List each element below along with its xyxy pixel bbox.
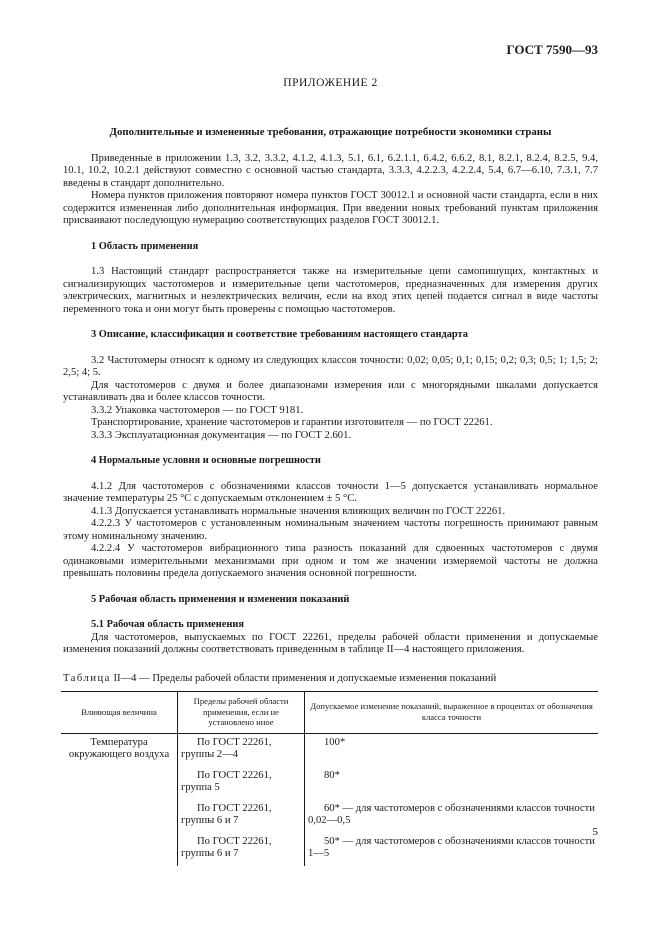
section-4-title: 4 Нормальные условия и основные погрешности [91, 455, 321, 466]
intro-paragraph-1: Приведенные в приложении 1.3, 3.2, 3.3.2, 4.1.2, 4.1.3, 5.1, 6.1, 6.2.1.1, 6.4.2, 6.6.2, 8.1, 8.2.1, 8.2.4, 8.2.5, 9.4, 10.1, 10.2, 10.2.1 действуют совместно с основной частью стандарта, 3.3.3, 4.2.2.3, 4.2.2.4, 5.4, 6.7—6.10, 7.3.1, 7.7 введены в стандарт дополнительно. [63, 152, 598, 189]
table-header-row [61, 692, 598, 734]
section-3-title: 3 Описание, классификация и соответствие требованиям настоящего стандарта [91, 329, 468, 340]
standard-code-header: ГОСТ 7590—93 [506, 42, 598, 57]
deviation-cell: 100* [324, 736, 346, 748]
deviation-cell: 50* — для частотомеров с обозначениями классов точности 1—5 [308, 835, 595, 859]
intro-paragraph-2: Номера пунктов приложения повторяют номера пунктов ГОСТ 30012.1 и основной части стандарта, если в них содержится измененная либо дополнительная информация. При введении новых требований пунктам приложения присваивают последующую нумерацию соответствующих разделов ГОСТ 30012.1. [63, 190, 598, 226]
section-5-1-subtitle: 5.1 Рабочая область применения [91, 619, 244, 630]
limits-cell: По ГОСТ 22261, группа 5 [178, 767, 305, 800]
limits-cell: По ГОСТ 22261, группы 2—4 [178, 733, 305, 767]
section-3-paragraph: 3.3.2 Упаковка частотомеров — по ГОСТ 9181. [91, 404, 304, 416]
section-4-paragraph: 4.2.2.3 У частотомеров с установленным номинальным значением частоты погрешность принимают равным этому номинальному значению. [63, 518, 598, 542]
table-caption-text: II—4 — Пределы рабочей области применения и допускаемые изменения показаний [110, 672, 497, 684]
section-3-paragraph: 3.3.3 Эксплуатационная документация — по ГОСТ 2.601. [91, 429, 352, 441]
deviation-cell: 80* [324, 769, 340, 781]
main-title: Дополнительные и измененные требования, отражающие потребности экономики страны [109, 126, 552, 138]
section-5-title: 5 Рабочая область применения и изменения показаний [91, 593, 350, 605]
section-3-paragraph: Для частотомеров с двумя и более диапазонами измерения или с многорядными шкалами допускается устанавливать два и более классов точности. [63, 379, 598, 403]
appendix-title: ПРИЛОЖЕНИЕ 2 [283, 77, 378, 89]
table-caption [63, 673, 598, 686]
table-caption-prefix: Таблица [63, 672, 111, 684]
section-1-paragraph: 1.3 Настоящий стандарт распространяется также на измерительные цепи самопишущих, контактных и сигнализирующих частотомеров и измерительные цепи частотомеров, предназначенных для измерения других электрических, магнитных и неэлектрических величин, если на вход этих цепей подается сигнал в виде частоты переменного тока и они могут быть проверены с помощью частотомеров. [63, 266, 598, 315]
limits-cell: По ГОСТ 22261, группы 6 и 7 [178, 800, 305, 833]
document-body [63, 126, 598, 866]
header-limits: Пределы рабочей области применения, если не установлено иное [178, 692, 305, 734]
quantity-cell: Температура окружающего воздуха [61, 733, 178, 866]
section-5-paragraph: Для частотомеров, выпускаемых по ГОСТ 22261, пределы рабочей области применения и допускаемые изменения показаний должны соответствовать приведенным в таблице II—4 настоящего приложения. [63, 631, 598, 655]
limits-cell: По ГОСТ 22261, группы 6 и 7 [178, 833, 305, 866]
section-4-paragraph: 4.2.2.4 У частотомеров вибрационного типа разность показаний для сдвоенных частотомеров с двумя одинаковыми измерительными механизмами при одном и том же значении измеряемой частоты не должна превышать половины предела допускаемого значения основной погрешности. [63, 543, 598, 579]
requirements-table [61, 691, 598, 866]
section-3-paragraph: Транспортирование, хранение частотомеров и гарантии изготовителя — по ГОСТ 22261. [91, 417, 493, 428]
section-4-paragraph: 4.1.3 Допускается устанавливать нормальные значения влияющих величин по ГОСТ 22261. [91, 505, 506, 517]
section-3-paragraph: 3.2 Частотомеры относят к одному из следующих классов точности: 0,02; 0,05; 0,1; 0,15; 0,2; 0,3; 0,5; 1; 1,5; 2; 2,5; 4; 5. [63, 354, 598, 378]
section-1-title: 1 Область применения [91, 240, 199, 252]
deviation-cell: 60* — для частотомеров с обозначениями классов точности 0,02—0,5 [308, 802, 595, 826]
header-quantity: Влияющая величина [61, 692, 178, 734]
section-4-paragraph: 4.1.2 Для частотомеров с обозначениями классов точности 1—5 допускается устанавливать нормальное значение температуры 25 °С с допускаемым отклонением ± 5 °С. [63, 480, 598, 504]
page-number: 5 [592, 826, 598, 838]
table-row [61, 733, 598, 767]
header-deviation: Допускаемое изменение показаний, выраженное в процентах от обозначения класса точности [305, 692, 599, 734]
